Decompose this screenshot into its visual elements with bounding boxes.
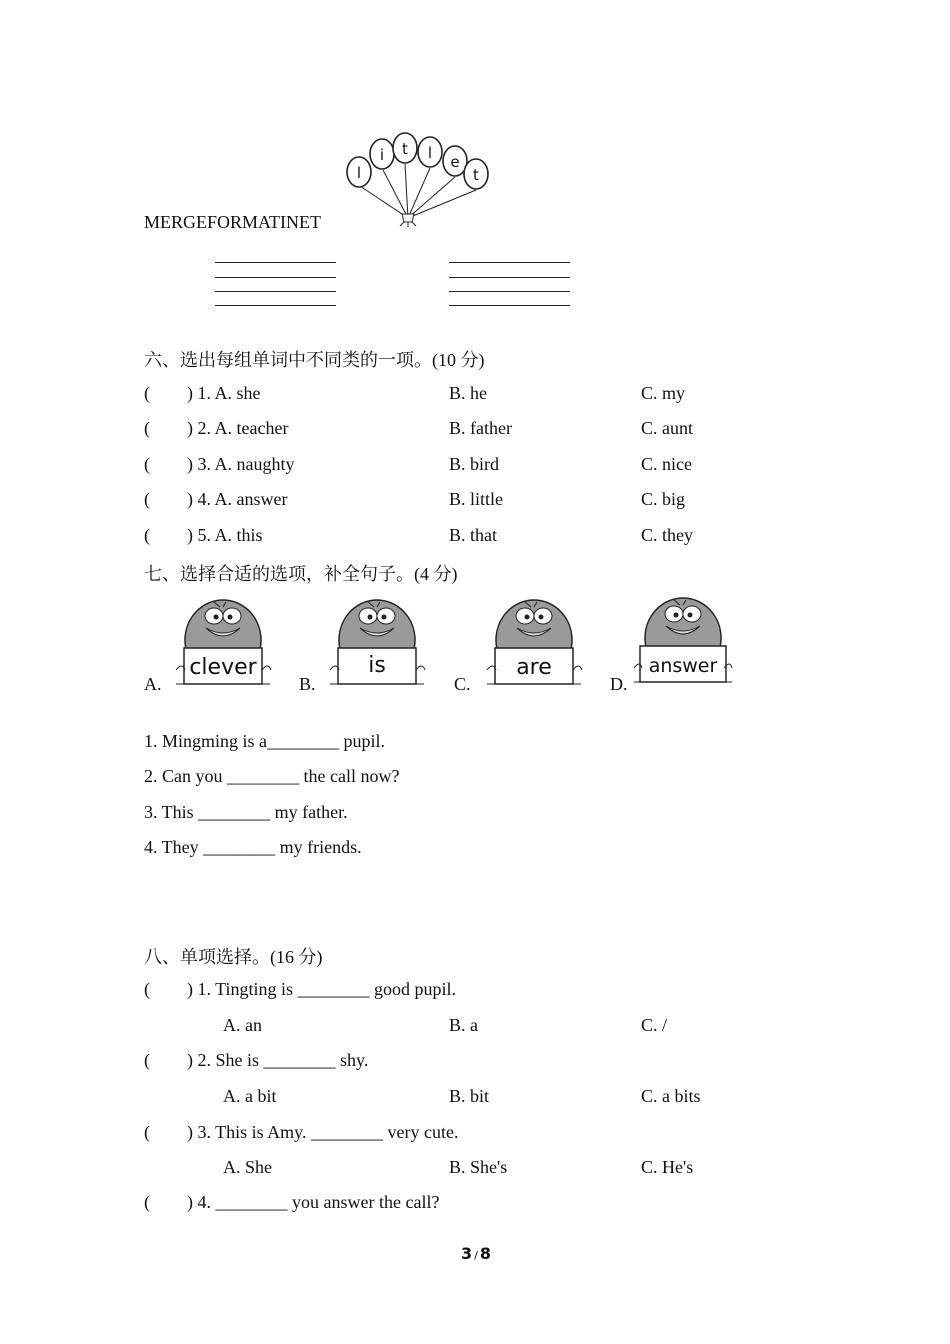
balloon-letter-1: l (356, 164, 362, 182)
question-stem: ) 4. ________ you answer the call? (187, 1192, 440, 1212)
answer-bracket[interactable]: ( (144, 383, 150, 403)
sign-word: are (516, 655, 552, 680)
total-pages: 8 (479, 1244, 491, 1263)
penguin-sign-answer (630, 596, 736, 688)
page-number (461, 1244, 491, 1263)
option-label-b: B. (299, 674, 316, 694)
option-c: C. aunt (641, 418, 693, 438)
answer-bracket[interactable]: ( (144, 489, 150, 509)
balloon-letter-2: i (379, 146, 385, 164)
answer-bracket[interactable]: ( (144, 454, 150, 474)
option-label-a: A. (144, 674, 162, 694)
option-a: A. a bit (223, 1086, 277, 1106)
balloon-letter-4: l (427, 144, 433, 162)
option-a: ) 4. A. answer (187, 489, 288, 509)
section-7-sentence-3: 3. This ________ my father. (144, 802, 348, 822)
balloon-letter-5: e (450, 153, 460, 171)
option-b: B. She's (449, 1157, 508, 1177)
option-c: C. big (641, 489, 686, 509)
penguin-sign-are (481, 598, 587, 690)
option-b: B. father (449, 418, 512, 438)
section-7-sentence-1: 1. Mingming is a________ pupil. (144, 731, 386, 751)
balloon-letter-3: t (402, 140, 408, 158)
option-b: B. he (449, 383, 487, 403)
section-7-heading: 七、选择合适的选项，补全句子。(4 分) (144, 564, 458, 584)
section-6-heading: 六、选出每组单词中不同类的一项。(10 分) (144, 350, 485, 370)
penguin-sign-clever (170, 598, 276, 690)
sign-word: is (368, 653, 386, 678)
option-b: B. bit (449, 1086, 490, 1106)
option-c: C. / (641, 1015, 668, 1035)
merge-format-text: MERGEFORMATINET (144, 212, 322, 232)
answer-bracket[interactable]: ( (144, 1050, 150, 1070)
option-a: A. She (223, 1157, 272, 1177)
sign-word: answer (648, 655, 718, 677)
penguin-sign-is (324, 598, 430, 690)
option-b: B. bird (449, 454, 500, 474)
option-label-d: D. (610, 674, 628, 694)
answer-bracket[interactable]: ( (144, 418, 150, 438)
section-7-sentence-4: 4. They ________ my friends. (144, 837, 362, 857)
balloon-letter-6: t (473, 166, 479, 184)
option-b: B. little (449, 489, 503, 509)
section-7-sentence-2: 2. Can you ________ the call now? (144, 766, 400, 786)
section-8-heading: 八、单项选择。(16 分) (144, 947, 323, 967)
option-a: ) 1. A. she (187, 383, 261, 403)
answer-bracket[interactable]: ( (144, 1122, 150, 1142)
option-c: C. nice (641, 454, 692, 474)
option-b: B. that (449, 525, 497, 545)
answer-bracket[interactable]: ( (144, 1192, 150, 1212)
option-label-c: C. (454, 674, 471, 694)
option-c: C. my (641, 383, 686, 403)
option-a: ) 2. A. teacher (187, 418, 289, 438)
answer-bracket[interactable]: ( (144, 979, 150, 999)
option-c: C. a bits (641, 1086, 701, 1106)
answer-bracket[interactable]: ( (144, 525, 150, 545)
balloons-illustration (340, 128, 495, 228)
page-separator: / (474, 1249, 478, 1262)
option-a: A. an (223, 1015, 262, 1035)
question-stem: ) 2. She is ________ shy. (187, 1050, 369, 1070)
option-c: C. they (641, 525, 693, 545)
option-a: ) 5. A. this (187, 525, 263, 545)
option-a: ) 3. A. naughty (187, 454, 295, 474)
option-b: B. a (449, 1015, 478, 1035)
question-stem: ) 3. This is Amy. ________ very cute. (187, 1122, 459, 1142)
question-stem: ) 1. Tingting is ________ good pupil. (187, 979, 457, 999)
current-page: 3 (461, 1244, 473, 1263)
option-c: C. He's (641, 1157, 694, 1177)
sign-word: clever (189, 655, 257, 680)
